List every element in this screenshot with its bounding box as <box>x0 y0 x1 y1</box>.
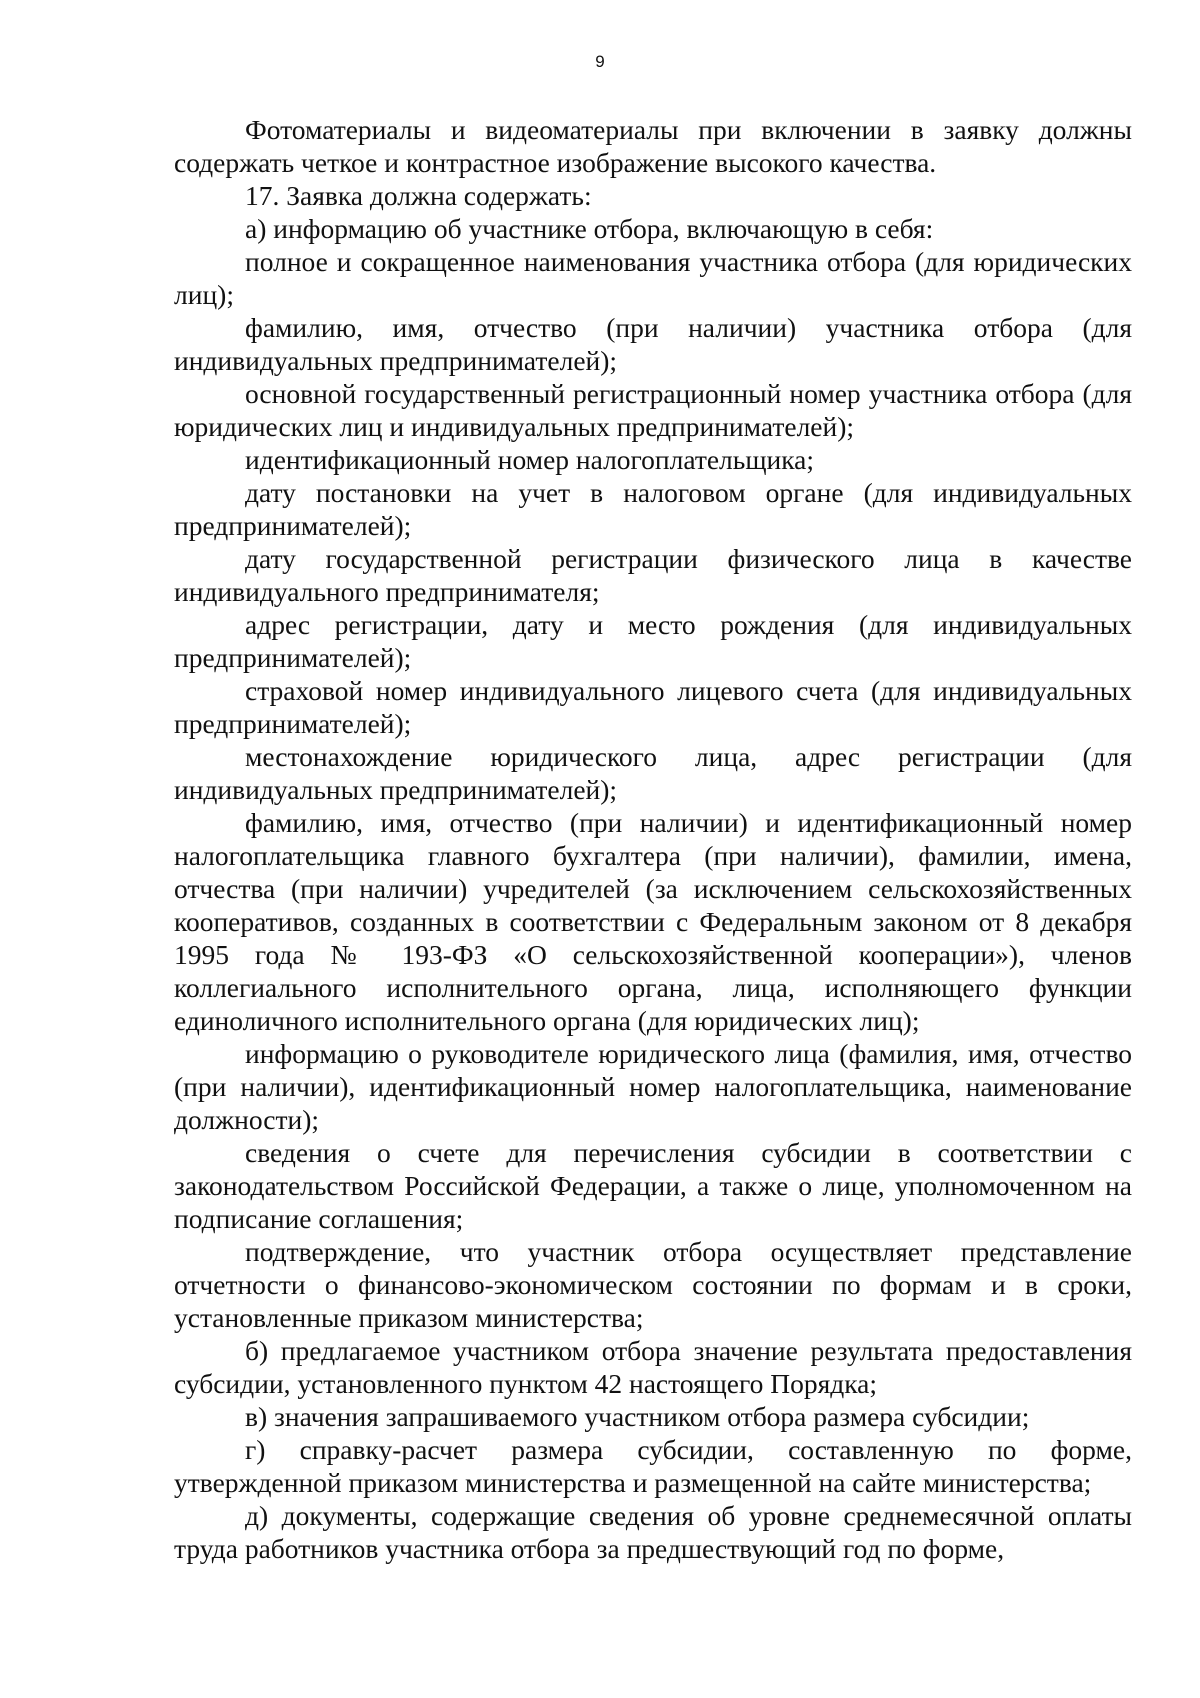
paragraph-tax-registration-date: дату постановки на учет в налоговом органе (для индивидуальных предпринимателей); <box>174 477 1132 541</box>
paragraph-inn: идентификационный номер налогоплательщика; <box>245 444 815 475</box>
paragraph-location: местонахождение юридического лица, адрес регистрации (для индивидуальных предпринимателей); <box>174 741 1132 805</box>
paragraph-address-birth: адрес регистрации, дату и место рождения (для индивидуальных предпринимателей); <box>174 609 1132 673</box>
paragraph-item-17: 17. Заявка должна содержать: <box>245 180 592 211</box>
paragraph-accountant-founders: фамилию, имя, отчество (при наличии) и идентификационный номер налогоплательщика главного бухгалтера (при наличии), фамилии, имена, отчества (при наличии) учредителей (за исключением сельскохозяйственных кооперативов, созданных в соответствии с Федеральным законом от 8 декабря 1995 года № 193-ФЗ «О сельскохозяйственной кооперации»), членов коллегиального исполнительного органа, лица, исполняющего функции единоличного исполнительного органа (для юридических лиц); <box>174 807 1132 1036</box>
page-number: 9 <box>595 52 605 71</box>
paragraph-full-name-ip: фамилию, имя, отчество (при наличии) участника отбора (для индивидуальных предпринимателей); <box>174 312 1132 376</box>
paragraph-state-registration-date: дату государственной регистрации физического лица в качестве индивидуального предпринимателя; <box>174 543 1132 607</box>
paragraph-ogrn: основной государственный регистрационный номер участника отбора (для юридических лиц и индивидуальных предпринимателей); <box>174 378 1132 442</box>
paragraph-head-info: информацию о руководителе юридического лица (фамилия, имя, отчество (при наличии), идентификационный номер налогоплательщика, наименование должности); <box>174 1038 1132 1135</box>
paragraph-subitem-d: д) документы, содержащие сведения об уровне среднемесячной оплаты труда работников участника отбора за предшествующий год по форме, <box>174 1500 1132 1564</box>
paragraph-bank-account: сведения о счете для перечисления субсидии в соответствии с законодательством Российской Федерации, а также о лице, уполномоченном на подписание соглашения; <box>174 1137 1132 1234</box>
paragraph-photo-video-materials: Фотоматериалы и видеоматериалы при включении в заявку должны содержать четкое и контрастное изображение высокого качества. <box>174 114 1132 178</box>
paragraph-snils: страховой номер индивидуального лицевого счета (для индивидуальных предпринимателей); <box>174 675 1132 739</box>
paragraph-subitem-v: в) значения запрашиваемого участником отбора размера субсидии; <box>245 1401 1030 1432</box>
paragraph-subitem-b: б) предлагаемое участником отбора значение результата предоставления субсидии, установленного пунктом 42 настоящего Порядка; <box>174 1335 1132 1399</box>
paragraph-full-short-name: полное и сокращенное наименования участника отбора (для юридических лиц); <box>174 246 1132 310</box>
paragraph-subitem-g: г) справку-расчет размера субсидии, составленную по форме, утвержденной приказом министерства и размещенной на сайте министерства; <box>174 1434 1132 1498</box>
document-body <box>174 113 1132 1565</box>
paragraph-reporting-confirmation: подтверждение, что участник отбора осуществляет представление отчетности о финансово-экономическом состоянии по формам и в сроки, установленные приказом министерства; <box>174 1236 1132 1333</box>
paragraph-subitem-a: а) информацию об участнике отбора, включающую в себя: <box>245 213 934 244</box>
